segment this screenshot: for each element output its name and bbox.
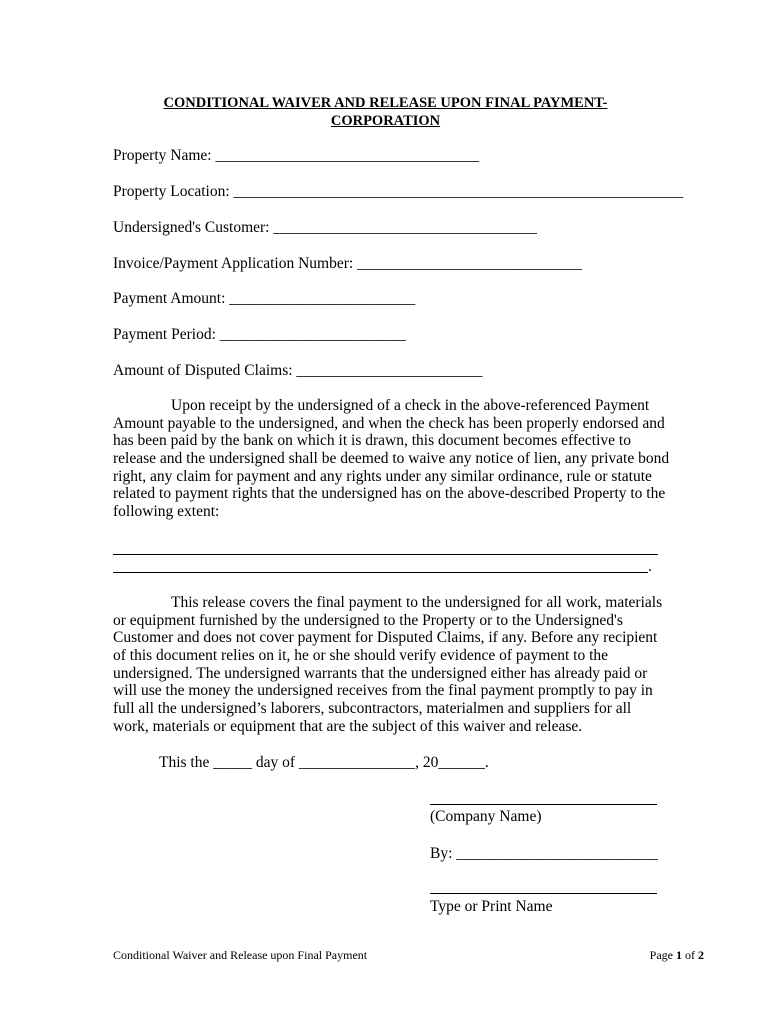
undersigned-customer-field: [113, 219, 537, 237]
field-label: Payment Amount:: [113, 290, 226, 307]
coverage-paragraph: [113, 594, 663, 736]
paragraph-line: or equipment furnished by the undersigned to the Property or to the Undersigned's: [113, 611, 623, 629]
paragraph-line: Upon receipt by the undersigned of a check in the above-referenced Payment: [171, 397, 650, 414]
company-name-label: (Company Name): [430, 808, 542, 825]
paragraph-line: work, materials or equipment that are the subject of this waiver and release.: [113, 717, 583, 735]
page-number: [650, 948, 704, 963]
paragraph-line: right, any claim for payment and any rights under any similar ordinance, rule or statute: [113, 467, 652, 485]
paragraph-line: Amount payable to the undersigned, and when the check has been properly endorsed and: [113, 414, 665, 432]
print-name-label: Type or Print Name: [430, 898, 553, 915]
document-title: [113, 94, 658, 130]
payment-amount-field: [113, 290, 415, 308]
field-label: Undersigned's Customer:: [113, 219, 270, 236]
invoice-number-field: [113, 255, 582, 273]
page-current: 1: [676, 948, 682, 962]
paragraph-line: following extent:: [113, 503, 220, 521]
field-blank: ________________________: [229, 290, 416, 307]
title-line-1: CONDITIONAL WAIVER AND RELEASE UPON FINAL PAYMENT-: [163, 95, 608, 111]
print-name-signature-line: [430, 893, 657, 894]
paragraph-line: of this document relies on it, he or she should verify evidence of payment to the: [113, 647, 609, 665]
release-paragraph: [113, 397, 670, 521]
by-signature-line: By: __________________________: [430, 845, 658, 862]
field-label: Property Location:: [113, 183, 230, 200]
paragraph-line: This release covers the final payment to the undersigned for all work, materials: [171, 594, 663, 611]
field-blank: __________________________________________________________: [233, 183, 684, 200]
field-blank: ________________________: [219, 326, 406, 343]
field-label: Amount of Disputed Claims:: [113, 362, 293, 379]
paragraph-line: has been paid by the bank on which it is drawn, this document becomes effective to: [113, 432, 631, 450]
disputed-claims-field: [113, 362, 482, 380]
field-label: Payment Period:: [113, 326, 216, 343]
field-label: Invoice/Payment Application Number:: [113, 255, 354, 272]
field-blank: __________________________________: [273, 219, 537, 236]
paragraph-line: full all the undersigned’s laborers, subcontractors, materialmen and suppliers for all: [113, 700, 632, 718]
page-of: of: [682, 948, 698, 962]
field-blank: __________________________________: [215, 147, 479, 164]
extent-blank-line-1: [113, 554, 658, 555]
extent-blank-line-2: [113, 572, 648, 573]
page-total: 2: [698, 948, 704, 962]
company-signature-line: [430, 804, 657, 805]
field-label: Property Name:: [113, 147, 212, 164]
paragraph-line: undersigned. The undersigned warrants that the undersigned either has already paid or: [113, 664, 648, 682]
date-line: This the _____ day of _______________, 20______.: [159, 754, 489, 771]
property-name-field: [113, 147, 479, 165]
extent-period: .: [648, 558, 652, 575]
paragraph-line: release and the undersigned shall be deemed to waive any notice of lien, any private bond: [113, 450, 670, 468]
page-prefix: Page: [649, 948, 676, 962]
paragraph-line: related to payment rights that the undersigned has on the above-described Property to the: [113, 485, 666, 503]
payment-period-field: [113, 326, 406, 344]
footer-title: Conditional Waiver and Release upon Final Payment: [113, 948, 368, 962]
field-blank: _____________________________: [357, 255, 582, 272]
paragraph-line: will use the money the undersigned receives from the final payment promptly to pay in: [113, 682, 653, 700]
field-blank: ________________________: [296, 362, 483, 379]
title-line-2: CORPORATION: [330, 113, 441, 129]
property-location-field: [113, 183, 683, 201]
paragraph-line: Customer and does not cover payment for Disputed Claims, if any. Before any recipient: [113, 629, 658, 647]
